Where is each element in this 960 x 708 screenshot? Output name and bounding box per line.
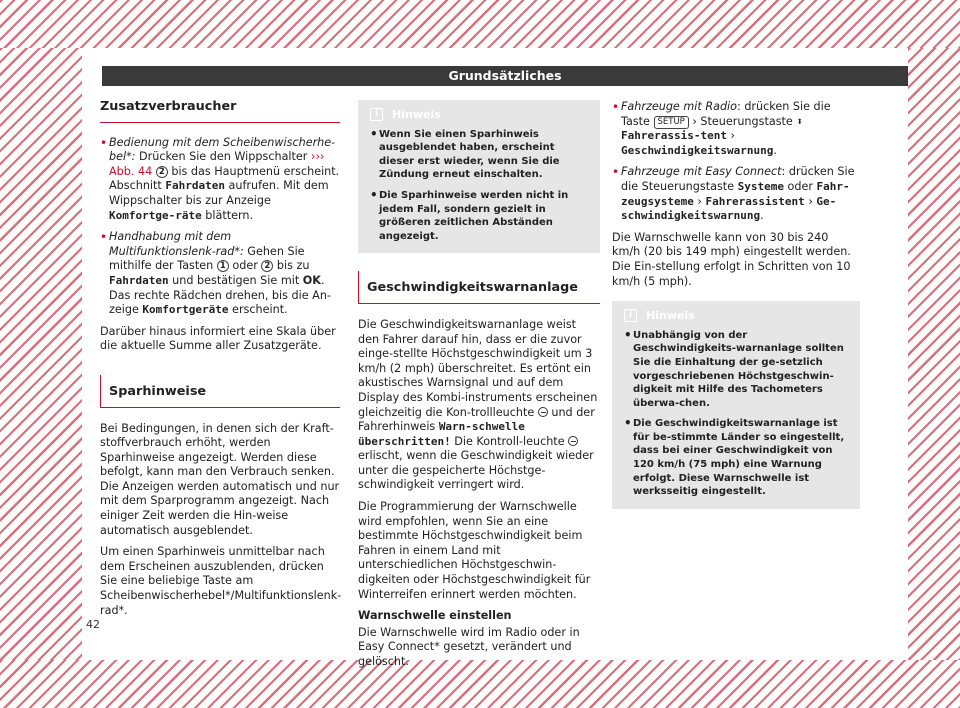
bullet-multifunktionslenkrad: • Handhabung mit dem Multifunktionslenk-rad*: Gehen Sie mithilfe der Tasten 1 oder 2 bis zu Fahrdaten und bestätigen Sie mit OK. Das rechte Rädchen drehen, bis die An-zeige Komfortgeräte erscheint. <box>100 230 340 318</box>
note-bullet: • Unabhängig von der Geschwindigkeits-warnanlage sollten Sie die Einhaltung der ge-setzlich vorgeschriebenen Höchstgeschwin-digkeit mit Hilfe des Tachometers überwa-chen. <box>624 329 850 411</box>
callout-number-2: 2 <box>156 166 168 178</box>
note-bullet: • Die Sparhinweise werden nicht in jedem Fall, sondern gezielt in größeren zeitlichen Abständen angezeigt. <box>370 189 590 243</box>
note-box-geschwindigkeit <box>612 301 860 509</box>
hatch-border-left <box>0 48 82 660</box>
info-icon: i <box>370 108 383 121</box>
setup-key: SETUP <box>654 116 689 129</box>
callout-number-1: 1 <box>217 260 229 272</box>
section-title-zusatzverbraucher: Zusatzverbraucher <box>100 92 340 123</box>
bullet-fahrzeuge-mit-easy-connect: • Fahrzeuge mit Easy Connect: drücken Sie die Steuerungstaste Systeme oder Fahr-zeugsysteme › Fahrerassistent › Ge-schwindigkeitswarnung. <box>612 165 860 223</box>
column-middle <box>358 92 600 677</box>
note-box-sparhinweise <box>358 100 600 253</box>
subheading-warnschwelle: Warnschwelle einstellen <box>358 609 512 623</box>
note-bullet: • Die Geschwindigkeitswarnanlage ist für be-stimmte Länder so eingestellt, dass bei einer Geschwindigkeit von 120 km/h (75 mph) eine Warnung erfolgt. Diese Warnschwelle ist werksseitig eingestellt. <box>624 417 850 499</box>
bullet-fahrzeuge-mit-radio: • Fahrzeuge mit Radio: drücken Sie die Taste SETUP › Steuerungstaste ⬍ Fahrerassis-tent › Geschwindigkeitswarnung. <box>612 100 860 158</box>
column-left <box>100 92 340 625</box>
note-bullet: • Wenn Sie einen Sparhinweis ausgeblendet haben, erscheint dieser erst wieder, wenn Sie die Zündung erneut einschalten. <box>370 128 590 182</box>
page-header: Grundsätzliches <box>102 66 908 86</box>
paragraph-skala: Darüber hinaus informiert eine Skala über die aktuelle Summe aller Zusatzgeräte. <box>100 324 336 353</box>
callout-number-2: 2 <box>261 260 273 272</box>
info-icon: i <box>624 309 637 322</box>
note-label: Hinweis <box>646 309 695 323</box>
figure-reference-link[interactable]: ››› Abb. 44 <box>109 150 325 178</box>
speed-warning-lamp-icon <box>538 407 548 417</box>
page-number: 42 <box>86 618 100 631</box>
paragraph-sparhinweise: Bei Bedingungen, in denen sich der Kraft-stoffverbrauch erhöht, werden Sparhinweise angezeigt. Werden diese befolgt, kann man den Verbrauch senken. Die Anzeigen werden automatisch und nur mit dem Sparprogramm angezeigt. Nach einiger Zeit werden die Hin-weise automatisch ausgeblendet. <box>100 421 340 537</box>
paragraph-programmierung: Die Programmierung der Warnschwelle wird empfohlen, wenn Sie an eine bestimmte Höchstgeschwindigkeit beim Fahren in einem Land mit unterschiedlichen Höchstgeschwin-digkeiten oder Höchstgeschwindigkeit für Winterreifen erinnert werden möchten. <box>358 500 591 601</box>
section-title-geschwindigkeitswarnanlage: Geschwindigkeitswarnanlage <box>358 271 600 304</box>
section-title-sparhinweise: Sparhinweise <box>100 375 340 408</box>
paragraph-warnschwelle: Die Warnschwelle wird im Radio oder in Easy Connect* gesetzt, verändert und gelöscht. <box>358 625 580 668</box>
hatch-border-top <box>0 0 960 48</box>
paragraph-geschwindigkeitswarnanlage: Die Geschwindigkeitswarnanlage weist den Fahrer darauf hin, dass er die zuvor einge-stellte Höchstgeschwindigkeit um 3 km/h (2 mph) überschreitet. Es ertönt ein akustisches Warnsignal und auf dem Display des Kombi-instruments erscheinen gleichzeitig die Kon-trollleuchte und der Fahrerhinweis Warn-schwelle überschritten! Die Kontroll-leuchte erlischt, wenn die Geschwindigkeit wieder unter die gespeicherte Höchstge-schwindigkeit verringert wird. <box>358 317 598 492</box>
bullet-scheibenwischerhebel: • Bedienung mit dem Scheibenwischerhe-bel*: Drücken Sie den Wippschalter ››› Abb. 44 2 bis das Hauptmenü erscheint. Abschnitt Fahrdaten aufrufen. Mit dem Wippschalter bis zur Anzeige Komfortge-räte blättern. <box>100 136 340 224</box>
paragraph-sparhinweis-ausblenden: Um einen Sparhinweis unmittelbar nach dem Erscheinen auszublenden, drücken Sie eine beliebige Taste am Scheibenwischerhebel*/Multifunktionslenk-rad*. <box>100 545 342 617</box>
hatch-border-right <box>908 48 960 660</box>
note-label: Hinweis <box>392 108 441 121</box>
speed-warning-lamp-icon <box>568 436 578 446</box>
column-right <box>612 92 860 527</box>
paragraph-warnschwelle-bereich: Die Warnschwelle kann von 30 bis 240 km/h (20 bis 149 mph) eingestellt werden. Die Ein-stellung erfolgt in Schritten von 10 km/h (5 mph). <box>612 230 851 288</box>
